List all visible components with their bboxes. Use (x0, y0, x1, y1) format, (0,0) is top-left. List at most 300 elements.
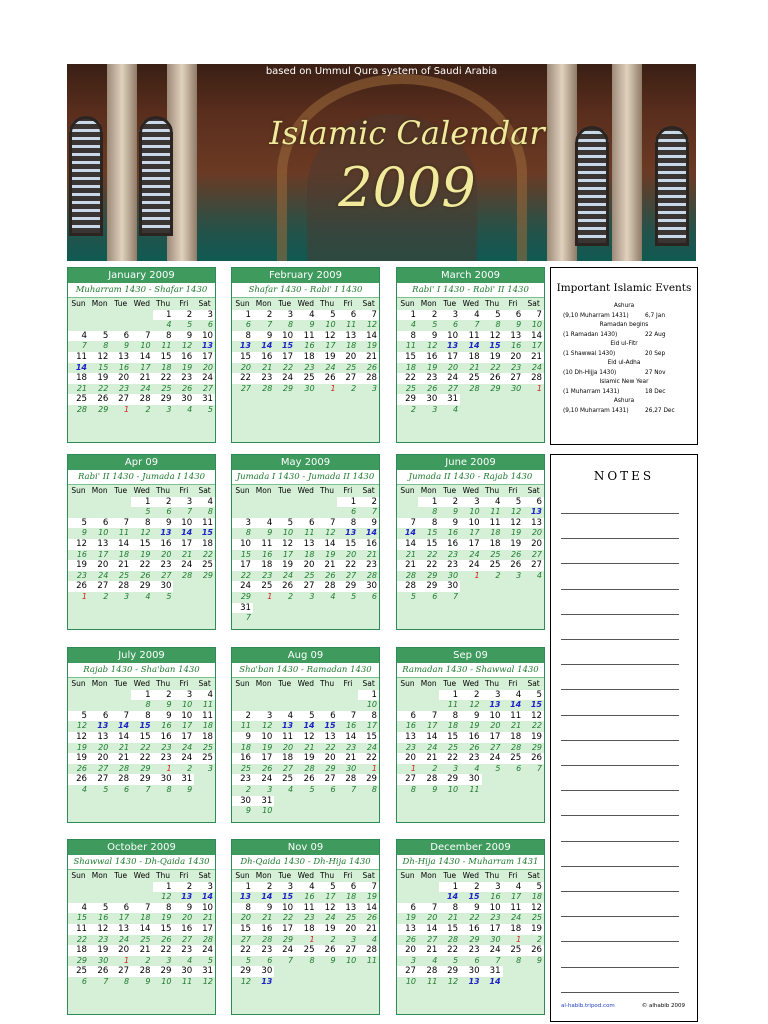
gregorian-day[interactable]: 3 (482, 690, 503, 701)
gregorian-day[interactable]: 22 (153, 373, 174, 384)
gregorian-day[interactable]: 30 (232, 796, 253, 807)
gregorian-day[interactable]: 22 (232, 373, 253, 384)
note-line[interactable] (561, 740, 679, 741)
gregorian-day[interactable]: 29 (418, 581, 439, 592)
note-line[interactable] (561, 563, 679, 564)
gregorian-day[interactable]: 3 (460, 497, 481, 508)
gregorian-day[interactable]: 9 (153, 518, 174, 529)
gregorian-day[interactable]: 10 (194, 331, 215, 342)
gregorian-day[interactable]: 11 (194, 711, 215, 722)
gregorian-day[interactable]: 13 (397, 732, 418, 743)
gregorian-day[interactable]: 10 (253, 732, 274, 743)
gregorian-day[interactable]: 1 (232, 310, 253, 321)
gregorian-day[interactable]: 10 (482, 903, 503, 914)
gregorian-day[interactable]: 30 (460, 774, 481, 785)
note-line[interactable] (561, 891, 679, 892)
gregorian-day[interactable]: 27 (397, 966, 418, 977)
gregorian-day[interactable]: 30 (173, 966, 194, 977)
gregorian-day[interactable]: 19 (482, 352, 503, 363)
gregorian-day[interactable]: 13 (338, 903, 359, 914)
gregorian-day[interactable]: 13 (110, 352, 131, 363)
gregorian-day[interactable]: 2 (460, 882, 481, 893)
gregorian-day[interactable]: 24 (194, 945, 215, 956)
gregorian-day[interactable]: 15 (153, 352, 174, 363)
gregorian-day[interactable]: 26 (482, 373, 503, 384)
gregorian-day[interactable]: 27 (523, 560, 544, 571)
gregorian-day[interactable]: 30 (174, 394, 195, 405)
gregorian-day[interactable]: 20 (397, 945, 418, 956)
gregorian-day[interactable]: 15 (418, 539, 439, 550)
gregorian-day[interactable]: 2 (439, 497, 460, 508)
gregorian-day[interactable]: 15 (131, 539, 152, 550)
gregorian-day[interactable]: 31 (174, 774, 195, 785)
gregorian-day[interactable]: 27 (397, 774, 418, 785)
gregorian-day[interactable]: 9 (358, 518, 379, 529)
gregorian-day[interactable]: 24 (482, 753, 503, 764)
gregorian-day[interactable]: 28 (131, 394, 152, 405)
gregorian-day[interactable]: 14 (397, 539, 418, 550)
gregorian-day[interactable]: 26 (523, 753, 544, 764)
gregorian-day[interactable]: 21 (358, 924, 379, 935)
gregorian-day[interactable]: 26 (503, 560, 524, 571)
gregorian-day[interactable]: 7 (110, 518, 131, 529)
gregorian-day[interactable]: 20 (317, 753, 338, 764)
gregorian-day[interactable]: 31 (232, 603, 253, 614)
gregorian-day[interactable]: 24 (482, 945, 503, 956)
gregorian-day[interactable]: 17 (194, 924, 215, 935)
gregorian-day[interactable]: 2 (418, 310, 439, 321)
gregorian-day[interactable]: 30 (460, 966, 481, 977)
gregorian-day[interactable]: 31 (194, 966, 215, 977)
gregorian-day[interactable]: 2 (174, 310, 195, 321)
gregorian-day[interactable]: 4 (503, 882, 524, 893)
gregorian-day[interactable]: 17 (460, 539, 481, 550)
gregorian-day[interactable]: 6 (338, 310, 359, 321)
gregorian-day[interactable]: 30 (153, 774, 174, 785)
gregorian-day[interactable]: 20 (338, 924, 359, 935)
gregorian-day[interactable]: 21 (131, 945, 152, 956)
note-line[interactable] (561, 790, 679, 791)
gregorian-day[interactable]: 1 (131, 497, 152, 508)
gregorian-day[interactable]: 26 (523, 945, 544, 956)
note-line[interactable] (561, 689, 679, 690)
gregorian-day[interactable]: 16 (173, 924, 194, 935)
gregorian-day[interactable]: 29 (153, 966, 174, 977)
gregorian-day[interactable]: 21 (418, 753, 439, 764)
gregorian-day[interactable]: 7 (131, 903, 152, 914)
gregorian-day[interactable]: 17 (194, 352, 215, 363)
gregorian-day[interactable]: 28 (131, 966, 152, 977)
gregorian-day[interactable]: 3 (232, 518, 253, 529)
gregorian-day[interactable]: 10 (174, 711, 195, 722)
gregorian-day[interactable]: 4 (274, 711, 295, 722)
gregorian-day[interactable]: 17 (232, 560, 253, 571)
gregorian-day[interactable]: 28 (110, 581, 131, 592)
gregorian-day[interactable]: 25 (460, 373, 481, 384)
gregorian-day[interactable]: 15 (131, 732, 152, 743)
gregorian-day[interactable]: 18 (68, 945, 89, 956)
note-line[interactable] (561, 614, 679, 615)
gregorian-day[interactable]: 5 (68, 711, 89, 722)
gregorian-day[interactable]: 13 (397, 924, 418, 935)
gregorian-day[interactable]: 21 (397, 560, 418, 571)
gregorian-day[interactable]: 18 (274, 753, 295, 764)
gregorian-day[interactable]: 19 (317, 924, 338, 935)
gregorian-day[interactable]: 17 (439, 352, 460, 363)
gregorian-day[interactable]: 24 (232, 581, 253, 592)
gregorian-day[interactable]: 1 (131, 690, 152, 701)
gregorian-day[interactable]: 8 (153, 331, 174, 342)
gregorian-day[interactable]: 23 (253, 373, 274, 384)
gregorian-day[interactable]: 1 (439, 882, 460, 893)
gregorian-day[interactable]: 21 (110, 560, 131, 571)
gregorian-day[interactable]: 25 (68, 966, 89, 977)
gregorian-day[interactable]: 31 (194, 394, 215, 405)
gregorian-day[interactable]: 25 (274, 774, 295, 785)
gregorian-day[interactable]: 30 (439, 581, 460, 592)
gregorian-day[interactable]: 27 (295, 581, 316, 592)
gregorian-day[interactable]: 29 (439, 774, 460, 785)
gregorian-day[interactable]: 27 (338, 945, 359, 956)
note-line[interactable] (561, 765, 679, 766)
gregorian-day[interactable]: 22 (337, 560, 358, 571)
gregorian-day[interactable]: 13 (503, 331, 524, 342)
gregorian-day[interactable]: 2 (253, 310, 274, 321)
gregorian-day[interactable]: 15 (232, 924, 253, 935)
gregorian-day[interactable]: 25 (194, 753, 215, 764)
gregorian-day[interactable]: 2 (253, 882, 274, 893)
gregorian-day[interactable]: 6 (397, 903, 418, 914)
gregorian-day[interactable]: 16 (253, 352, 274, 363)
gregorian-day[interactable]: 18 (194, 539, 215, 550)
gregorian-day[interactable]: 11 (482, 518, 503, 529)
gregorian-day[interactable]: 4 (502, 690, 523, 701)
gregorian-day[interactable]: 26 (295, 774, 316, 785)
gregorian-day[interactable]: 28 (358, 945, 379, 956)
gregorian-day[interactable]: 20 (110, 373, 131, 384)
note-line[interactable] (561, 815, 679, 816)
gregorian-day[interactable]: 8 (232, 903, 253, 914)
gregorian-day[interactable]: 29 (232, 966, 253, 977)
gregorian-day[interactable]: 1 (232, 882, 253, 893)
gregorian-day[interactable]: 8 (439, 711, 460, 722)
gregorian-day[interactable]: 5 (295, 711, 316, 722)
gregorian-day[interactable]: 6 (110, 331, 131, 342)
gregorian-day[interactable]: 22 (153, 945, 174, 956)
gregorian-day[interactable]: 13 (110, 924, 131, 935)
gregorian-day[interactable]: 4 (295, 882, 316, 893)
gregorian-day[interactable]: 5 (89, 903, 110, 914)
gregorian-day[interactable]: 7 (418, 711, 439, 722)
gregorian-day[interactable]: 28 (523, 373, 544, 384)
gregorian-day[interactable]: 16 (253, 924, 274, 935)
gregorian-day[interactable]: 27 (110, 394, 131, 405)
gregorian-day[interactable]: 7 (358, 310, 379, 321)
gregorian-day[interactable]: 1 (337, 497, 358, 508)
gregorian-day[interactable]: 11 (68, 352, 89, 363)
gregorian-day[interactable]: 19 (274, 560, 295, 571)
gregorian-day[interactable]: 14 (338, 732, 359, 743)
gregorian-day[interactable]: 12 (89, 352, 110, 363)
gregorian-day[interactable]: 18 (482, 539, 503, 550)
gregorian-day[interactable]: 23 (253, 945, 274, 956)
gregorian-day[interactable]: 25 (482, 560, 503, 571)
gregorian-day[interactable]: 17 (253, 753, 274, 764)
gregorian-day[interactable]: 1 (397, 310, 418, 321)
gregorian-day[interactable]: 11 (68, 924, 89, 935)
gregorian-day[interactable]: 23 (153, 753, 174, 764)
gregorian-day[interactable]: 28 (358, 373, 379, 384)
gregorian-day[interactable]: 14 (418, 924, 439, 935)
gregorian-day[interactable]: 9 (153, 711, 174, 722)
gregorian-day[interactable]: 10 (460, 518, 481, 529)
note-line[interactable] (561, 538, 679, 539)
gregorian-day[interactable]: 19 (89, 373, 110, 384)
gregorian-day[interactable]: 6 (89, 711, 110, 722)
gregorian-day[interactable]: 21 (418, 945, 439, 956)
gregorian-day[interactable]: 16 (460, 732, 481, 743)
gregorian-day[interactable]: 24 (439, 373, 460, 384)
gregorian-day[interactable]: 6 (295, 518, 316, 529)
gregorian-day[interactable]: 5 (274, 518, 295, 529)
gregorian-day[interactable]: 22 (439, 753, 460, 764)
gregorian-day[interactable]: 14 (523, 331, 544, 342)
gregorian-day[interactable]: 10 (482, 711, 503, 722)
gregorian-day[interactable]: 16 (232, 753, 253, 764)
gregorian-day[interactable]: 19 (68, 753, 89, 764)
gregorian-day[interactable]: 16 (358, 539, 379, 550)
gregorian-day[interactable]: 28 (418, 774, 439, 785)
gregorian-day[interactable]: 24 (194, 373, 215, 384)
gregorian-day[interactable]: 26 (317, 945, 338, 956)
gregorian-day[interactable]: 25 (502, 753, 523, 764)
gregorian-day[interactable]: 1 (153, 882, 174, 893)
gregorian-day[interactable]: 21 (131, 373, 152, 384)
gregorian-day[interactable]: 16 (174, 352, 195, 363)
gregorian-day[interactable]: 25 (194, 560, 215, 571)
gregorian-day[interactable]: 9 (418, 331, 439, 342)
gregorian-day[interactable]: 5 (523, 690, 544, 701)
gregorian-day[interactable]: 14 (110, 539, 131, 550)
gregorian-day[interactable]: 15 (439, 732, 460, 743)
gregorian-day[interactable]: 31 (253, 796, 274, 807)
gregorian-day[interactable]: 22 (397, 373, 418, 384)
note-line[interactable] (561, 841, 679, 842)
gregorian-day[interactable]: 28 (317, 581, 338, 592)
gregorian-day[interactable]: 21 (523, 352, 544, 363)
gregorian-day[interactable]: 19 (503, 539, 524, 550)
gregorian-day[interactable]: 25 (295, 945, 316, 956)
gregorian-day[interactable]: 10 (439, 331, 460, 342)
gregorian-day[interactable]: 26 (68, 581, 89, 592)
gregorian-day[interactable]: 12 (317, 331, 338, 342)
gregorian-day[interactable]: 12 (503, 518, 524, 529)
gregorian-day[interactable]: 12 (523, 711, 544, 722)
gregorian-day[interactable]: 4 (460, 310, 481, 321)
gregorian-day[interactable]: 23 (358, 560, 379, 571)
gregorian-day[interactable]: 3 (174, 690, 195, 701)
gregorian-day[interactable]: 18 (68, 373, 89, 384)
gregorian-day[interactable]: 2 (153, 690, 174, 701)
gregorian-day[interactable]: 27 (503, 373, 524, 384)
gregorian-day[interactable]: 11 (194, 518, 215, 529)
note-line[interactable] (561, 639, 679, 640)
gregorian-day[interactable]: 30 (153, 581, 174, 592)
gregorian-day[interactable]: 6 (110, 903, 131, 914)
gregorian-day[interactable]: 13 (89, 539, 110, 550)
gregorian-day[interactable]: 10 (274, 903, 295, 914)
gregorian-day[interactable]: 8 (418, 518, 439, 529)
gregorian-day[interactable]: 7 (317, 518, 338, 529)
gregorian-day[interactable]: 30 (418, 394, 439, 405)
gregorian-day[interactable]: 18 (460, 352, 481, 363)
gregorian-day[interactable]: 12 (274, 539, 295, 550)
gregorian-day[interactable]: 13 (523, 518, 544, 529)
gregorian-day[interactable]: 14 (317, 539, 338, 550)
gregorian-day[interactable]: 23 (232, 774, 253, 785)
gregorian-day[interactable]: 29 (153, 394, 174, 405)
gregorian-day[interactable]: 1 (153, 310, 174, 321)
gregorian-day[interactable]: 22 (232, 945, 253, 956)
gregorian-day[interactable]: 8 (337, 518, 358, 529)
gregorian-day[interactable]: 18 (503, 924, 524, 935)
gregorian-day[interactable]: 18 (502, 732, 523, 743)
gregorian-day[interactable]: 16 (418, 352, 439, 363)
gregorian-day[interactable]: 2 (173, 882, 194, 893)
gregorian-day[interactable]: 20 (110, 945, 131, 956)
gregorian-day[interactable]: 30 (358, 581, 379, 592)
gregorian-day[interactable]: 15 (358, 732, 379, 743)
gregorian-day[interactable]: 25 (503, 945, 524, 956)
gregorian-day[interactable]: 1 (358, 690, 379, 701)
gregorian-day[interactable]: 11 (295, 331, 316, 342)
gregorian-day[interactable]: 24 (274, 945, 295, 956)
gregorian-day[interactable]: 4 (253, 518, 274, 529)
gregorian-day[interactable]: 20 (397, 753, 418, 764)
gregorian-day[interactable]: 31 (482, 966, 503, 977)
gregorian-day[interactable]: 16 (460, 924, 481, 935)
gregorian-day[interactable]: 2 (153, 497, 174, 508)
gregorian-day[interactable]: 19 (523, 732, 544, 743)
gregorian-day[interactable]: 19 (523, 924, 544, 935)
gregorian-day[interactable]: 9 (173, 903, 194, 914)
gregorian-day[interactable]: 26 (68, 774, 89, 785)
gregorian-day[interactable]: 9 (174, 331, 195, 342)
gregorian-day[interactable]: 4 (194, 690, 215, 701)
gregorian-day[interactable]: 3 (274, 882, 295, 893)
gregorian-day[interactable]: 30 (253, 966, 274, 977)
gregorian-day[interactable]: 17 (482, 924, 503, 935)
gregorian-day[interactable]: 18 (253, 560, 274, 571)
gregorian-day[interactable]: 16 (153, 539, 174, 550)
gregorian-day[interactable]: 23 (460, 945, 481, 956)
gregorian-day[interactable]: 15 (397, 352, 418, 363)
note-line[interactable] (561, 664, 679, 665)
gregorian-day[interactable]: 5 (503, 497, 524, 508)
gregorian-day[interactable]: 19 (89, 945, 110, 956)
gregorian-day[interactable]: 28 (338, 774, 359, 785)
gregorian-day[interactable]: 29 (358, 774, 379, 785)
gregorian-day[interactable]: 24 (274, 373, 295, 384)
gregorian-day[interactable]: 6 (317, 711, 338, 722)
gregorian-day[interactable]: 4 (482, 497, 503, 508)
gregorian-day[interactable]: 27 (89, 581, 110, 592)
gregorian-day[interactable]: 9 (253, 903, 274, 914)
gregorian-day[interactable]: 22 (418, 560, 439, 571)
gregorian-day[interactable]: 29 (131, 774, 152, 785)
gregorian-day[interactable]: 14 (131, 352, 152, 363)
note-line[interactable] (561, 967, 679, 968)
gregorian-day[interactable]: 17 (173, 539, 194, 550)
gregorian-day[interactable]: 25 (253, 581, 274, 592)
gregorian-day[interactable]: 29 (397, 394, 418, 405)
gregorian-day[interactable]: 3 (173, 497, 194, 508)
gregorian-day[interactable]: 12 (523, 903, 544, 914)
note-line[interactable] (561, 513, 679, 514)
gregorian-day[interactable]: 21 (110, 753, 131, 764)
gregorian-day[interactable]: 24 (460, 560, 481, 571)
gregorian-day[interactable]: 11 (295, 903, 316, 914)
gregorian-day[interactable]: 8 (397, 331, 418, 342)
gregorian-day[interactable]: 23 (153, 560, 174, 571)
gregorian-day[interactable]: 9 (253, 331, 274, 342)
gregorian-day[interactable]: 14 (110, 732, 131, 743)
gregorian-day[interactable]: 13 (338, 331, 359, 342)
gregorian-day[interactable]: 3 (253, 711, 274, 722)
gregorian-day[interactable]: 13 (295, 539, 316, 550)
gregorian-day[interactable]: 23 (174, 373, 195, 384)
gregorian-day[interactable]: 10 (173, 518, 194, 529)
gregorian-day[interactable]: 23 (173, 945, 194, 956)
gregorian-day[interactable]: 12 (89, 924, 110, 935)
gregorian-day[interactable]: 29 (439, 966, 460, 977)
gregorian-day[interactable]: 28 (397, 581, 418, 592)
gregorian-day[interactable]: 24 (253, 774, 274, 785)
gregorian-day[interactable]: 23 (418, 373, 439, 384)
gregorian-day[interactable]: 21 (338, 753, 359, 764)
gregorian-day[interactable]: 19 (317, 352, 338, 363)
gregorian-day[interactable]: 27 (110, 966, 131, 977)
gregorian-day[interactable]: 20 (89, 560, 110, 571)
gregorian-day[interactable]: 29 (337, 581, 358, 592)
gregorian-day[interactable]: 8 (358, 711, 379, 722)
gregorian-day[interactable]: 8 (232, 331, 253, 342)
gregorian-day[interactable]: 20 (338, 352, 359, 363)
gregorian-day[interactable]: 5 (523, 882, 544, 893)
note-line[interactable] (561, 589, 679, 590)
gregorian-day[interactable]: 20 (295, 560, 316, 571)
note-line[interactable] (561, 941, 679, 942)
gregorian-day[interactable]: 11 (502, 711, 523, 722)
gregorian-day[interactable]: 13 (89, 732, 110, 743)
gregorian-day[interactable]: 11 (503, 903, 524, 914)
gregorian-day[interactable]: 7 (418, 903, 439, 914)
gregorian-day[interactable]: 8 (439, 903, 460, 914)
gregorian-day[interactable]: 18 (295, 924, 316, 935)
gregorian-day[interactable]: 12 (68, 539, 89, 550)
gregorian-day[interactable]: 20 (503, 352, 524, 363)
gregorian-day[interactable]: 18 (295, 352, 316, 363)
gregorian-day[interactable]: 7 (131, 331, 152, 342)
gregorian-day[interactable]: 4 (68, 903, 89, 914)
gregorian-day[interactable]: 3 (194, 882, 215, 893)
gregorian-day[interactable]: 17 (274, 352, 295, 363)
gregorian-day[interactable]: 29 (131, 581, 152, 592)
gregorian-day[interactable]: 10 (274, 331, 295, 342)
gregorian-day[interactable]: 10 (194, 903, 215, 914)
gregorian-day[interactable]: 12 (317, 903, 338, 914)
gregorian-day[interactable]: 16 (153, 732, 174, 743)
